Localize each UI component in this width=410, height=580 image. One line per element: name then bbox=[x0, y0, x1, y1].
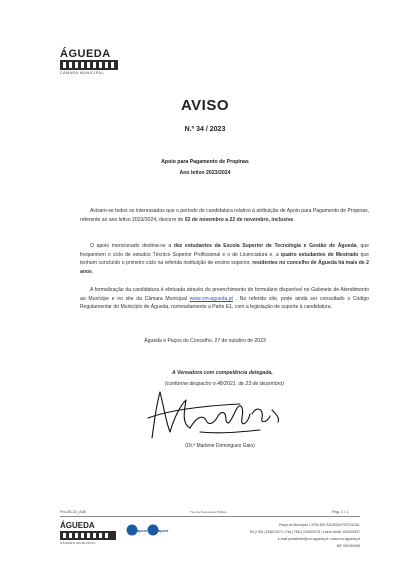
footer-logo-name: ÁGUEDA bbox=[60, 521, 95, 530]
text-span: , que frequentem o ciclo de estudos Técnico Superior Profissional e o de Licenciatura e, a bbox=[80, 243, 369, 258]
footer-city-hall-logo-icon bbox=[60, 531, 116, 540]
signatory-role: A Vereadora com competência delegada, bbox=[172, 370, 273, 376]
text-span: . bbox=[293, 216, 295, 223]
badge-label: apcer bbox=[137, 528, 148, 533]
footer-divider bbox=[60, 516, 360, 517]
logo-name: ÁGUEDA bbox=[60, 48, 111, 60]
paragraph-2 bbox=[80, 242, 369, 276]
notice-subject: Apoio para Pagamento de Propinas bbox=[161, 159, 249, 165]
bold-span: 02 de novembro a 22 de novembro, inclusive bbox=[184, 216, 294, 223]
paragraph-1 bbox=[80, 207, 369, 224]
footer-nif: NIF 501090436 bbox=[336, 544, 360, 548]
notice-number: N.º 34 / 2023 bbox=[184, 126, 226, 133]
date-line: Águeda e Paços do Concelho, 27 de outubro de 2023 bbox=[144, 338, 266, 344]
signer-name: (Dr.ª Marlene Domingues Gaio) bbox=[185, 443, 255, 449]
document-type: Tipo de Documento Público bbox=[190, 510, 227, 514]
text-span: A formalização da candidatura é efetuada através do preenchimento de formulário disponível no Gabinete de Atendimento ao Munícipe e no site da Câmara Municipal bbox=[80, 287, 369, 302]
page-number: Pag. 1 / 1 bbox=[332, 510, 349, 514]
page-title: AVISO bbox=[180, 97, 230, 114]
text-span: O apoio mencionado destina-se a bbox=[90, 243, 174, 249]
footer-phone: Tel (+351) 234610070 • Fax (+351) 234610078 • Linha Verde: 800203197 bbox=[249, 530, 360, 534]
footer-email: e-mail presidente@cm-agueda.pt • www.cm-agueda.pt bbox=[277, 537, 360, 541]
paragraph-3 bbox=[80, 286, 369, 312]
footer-address: Praça do Município • 3754-500 ÁGUEDA PORTUGAL bbox=[278, 523, 360, 527]
website-link[interactable]: www.cm-agueda.pt bbox=[189, 295, 233, 302]
document-code: Pro-05-23_A36 bbox=[60, 510, 86, 514]
delegation-reference: (conforme despacho n.48/2021, de 23 de dezembro) bbox=[165, 381, 284, 387]
certification-badges-icon bbox=[126, 524, 172, 536]
badge-label: apcer bbox=[158, 528, 169, 533]
handwritten-signature bbox=[140, 388, 290, 440]
school-year: Ano letivo 2023/2024 bbox=[179, 170, 231, 176]
text-span: que tenham concluído o primeiro ciclo na referida instituição de ensino superior, bbox=[80, 251, 369, 267]
text-span: . bbox=[91, 268, 94, 275]
text-span: . No referido site, pode ainda ser consultado o Código Regulamentar do Município de Águeda, nomeadamente a Parte E1, com a legislação de suporte à candidatura. bbox=[80, 295, 369, 311]
logo-subtitle: CÂMARA MUNICIPAL bbox=[60, 71, 105, 75]
bold-span: residentes no concelho de Águeda há mais de 2 anos bbox=[80, 260, 369, 275]
bold-span: dez estudantes da Escola Superior de Tecnologia e Gestão de Águeda bbox=[173, 243, 357, 249]
city-hall-logo-icon bbox=[60, 60, 118, 70]
footer-logo-subtitle: CÂMARA MUNICIPAL bbox=[60, 541, 97, 545]
bold-span: quatro estudantes de Mestrado bbox=[280, 251, 359, 258]
text-span: Avisam-se todos os interessados que o período de candidatura relativo à atribuição de Apoio para Pagamento de Propinas, referente ao ano letivo 2023/2024, decorre de bbox=[80, 208, 369, 223]
